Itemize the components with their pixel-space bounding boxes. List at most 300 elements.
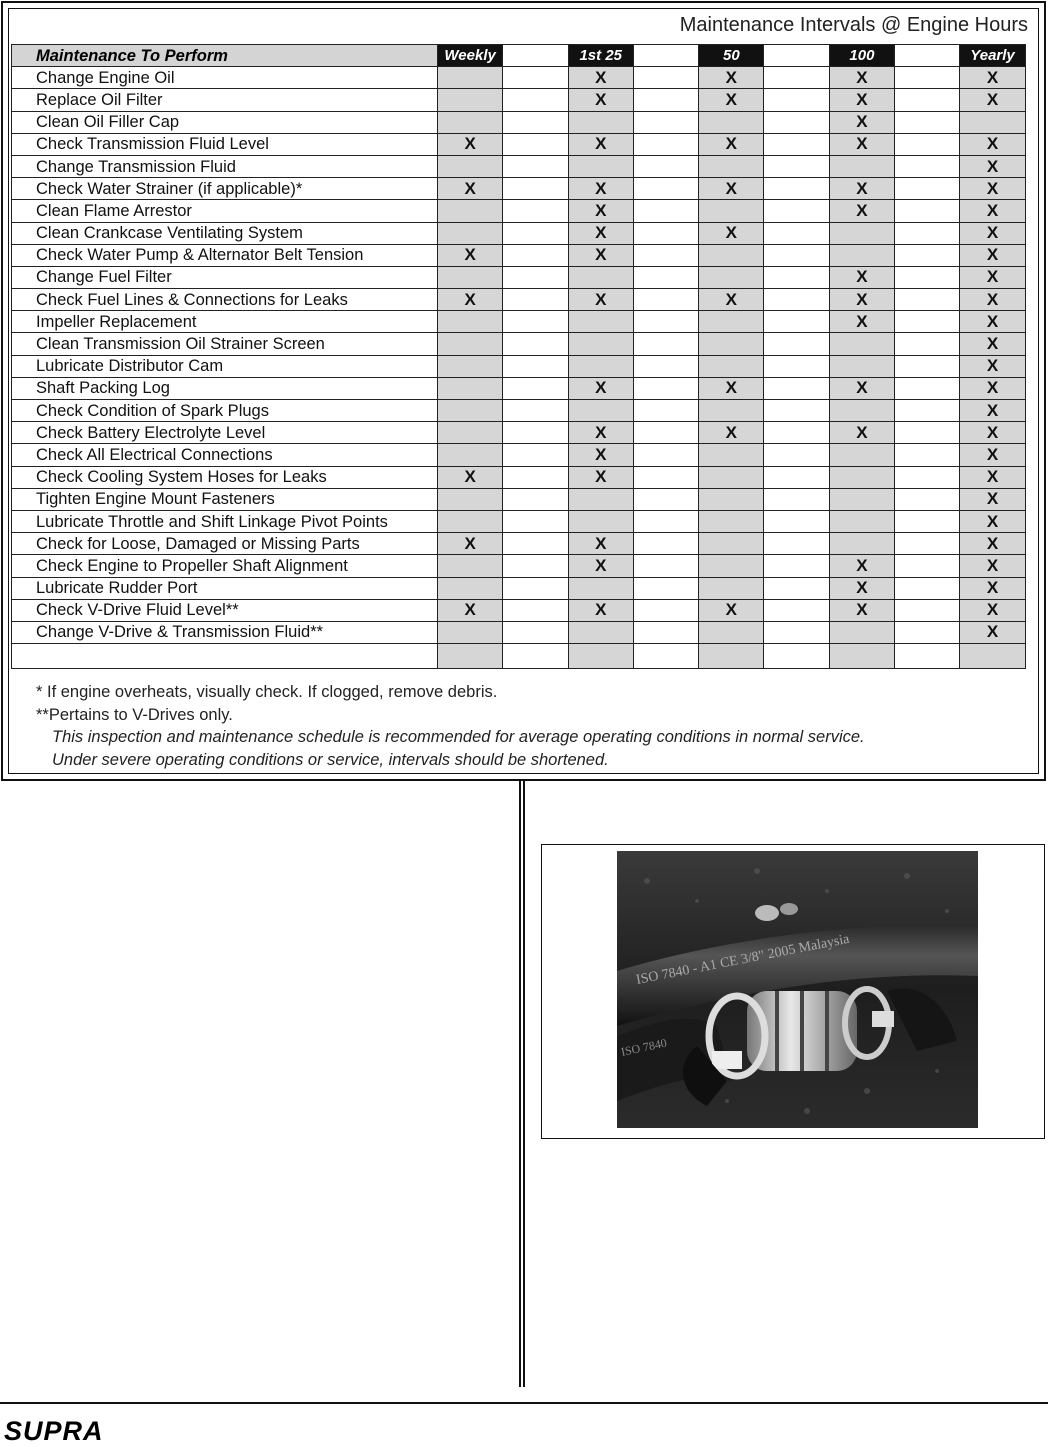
interval-cell [764,178,829,200]
task-name: Check for Loose, Damaged or Missing Parts [12,533,438,555]
interval-cell: X [829,599,894,621]
interval-cell [633,466,698,488]
column-divider [519,781,525,1387]
interval-cell: X [568,200,633,222]
interval-cell: X [438,178,503,200]
interval-cell [438,377,503,399]
interval-cell [633,266,698,288]
interval-cell: X [960,289,1025,311]
interval-cell [438,333,503,355]
table-row [12,111,1026,133]
interval-cell [699,510,764,532]
interval-cell: X [568,377,633,399]
interval-header-50: 50 [699,45,764,67]
interval-cell [633,222,698,244]
maintenance-table [11,44,1026,669]
interval-cell: X [568,599,633,621]
interval-cell [895,266,960,288]
task-name: Check Transmission Fluid Level [12,133,438,155]
interval-cell [438,400,503,422]
schedule-title: Maintenance Intervals @ Engine Hours [679,14,1028,36]
interval-cell: X [568,244,633,266]
interval-cell: X [438,289,503,311]
interval-cell: X [960,466,1025,488]
interval-cell [568,111,633,133]
interval-cell: X [699,377,764,399]
interval-cell [895,67,960,89]
interval-cell [829,333,894,355]
task-name: Check Engine to Propeller Shaft Alignment [12,555,438,577]
interval-cell: X [960,621,1025,643]
interval-cell [764,377,829,399]
interval-cell [633,133,698,155]
interval-header-blank [633,45,698,67]
interval-cell [895,621,960,643]
interval-cell [699,488,764,510]
interval-cell: X [568,422,633,444]
interval-cell [503,466,568,488]
interval-cell [895,555,960,577]
interval-cell: X [960,222,1025,244]
interval-header-blank [503,45,568,67]
interval-cell [503,400,568,422]
table-row-empty [12,644,1026,669]
interval-cell [895,400,960,422]
interval-cell [895,333,960,355]
interval-cell [764,555,829,577]
interval-cell: X [960,266,1025,288]
task-name-empty [12,644,438,669]
interval-cell: X [438,244,503,266]
interval-cell [895,155,960,177]
table-row [12,466,1026,488]
interval-cell: X [960,377,1025,399]
note-schedule: This inspection and maintenance schedule is recommended for average operating conditions in normal service. [52,728,865,746]
interval-cell [438,111,503,133]
table-row [12,488,1026,510]
task-name: Replace Oil Filter [12,89,438,111]
task-name: Clean Crankcase Ventilating System [12,222,438,244]
interval-cell: X [699,89,764,111]
interval-cell [568,577,633,599]
interval-cell [764,422,829,444]
hose-print-2: ISO 7840 [619,1035,668,1059]
task-name: Clean Oil Filler Cap [12,111,438,133]
interval-cell [699,155,764,177]
interval-cell: X [960,67,1025,89]
task-name: Impeller Replacement [12,311,438,333]
interval-cell [764,355,829,377]
interval-cell: X [568,555,633,577]
table-row [12,155,1026,177]
interval-cell [829,466,894,488]
interval-cell [764,400,829,422]
interval-cell [503,133,568,155]
interval-cell: X [960,422,1025,444]
interval-cell [633,111,698,133]
interval-cell [633,644,698,669]
interval-cell [699,466,764,488]
interval-cell [699,400,764,422]
interval-cell [699,111,764,133]
task-name: Change V-Drive & Transmission Fluid** [12,621,438,643]
interval-cell [633,621,698,643]
interval-cell [633,89,698,111]
interval-cell: X [960,488,1025,510]
interval-cell [895,488,960,510]
interval-cell [438,89,503,111]
interval-cell [568,266,633,288]
interval-cell [503,155,568,177]
task-name: Clean Flame Arrestor [12,200,438,222]
interval-cell [895,377,960,399]
table-row [12,599,1026,621]
table-row [12,377,1026,399]
interval-cell [895,133,960,155]
interval-cell [503,311,568,333]
interval-cell [633,333,698,355]
interval-cell: X [960,155,1025,177]
interval-cell: X [960,244,1025,266]
interval-cell [633,555,698,577]
interval-cell [764,488,829,510]
interval-cell: X [829,178,894,200]
interval-cell [438,644,503,669]
interval-cell: X [829,89,894,111]
task-name: Check Water Strainer (if applicable)* [12,178,438,200]
interval-cell [568,621,633,643]
interval-cell [633,289,698,311]
table-row [12,400,1026,422]
interval-cell: X [960,133,1025,155]
interval-cell [503,644,568,669]
interval-cell [764,111,829,133]
interval-cell [503,289,568,311]
interval-cell: X [829,200,894,222]
interval-cell: X [438,133,503,155]
interval-cell [895,355,960,377]
interval-cell [503,488,568,510]
task-name: Change Fuel Filter [12,266,438,288]
interval-cell [568,510,633,532]
interval-cell: X [960,444,1025,466]
interval-cell [633,444,698,466]
interval-cell: X [699,67,764,89]
interval-cell [438,155,503,177]
note-vdrive: **Pertains to V-Drives only. [36,705,233,724]
interval-cell [633,311,698,333]
interval-cell [699,244,764,266]
table-row [12,577,1026,599]
interval-cell [633,422,698,444]
interval-cell [503,621,568,643]
interval-cell: X [829,289,894,311]
interval-cell: X [699,222,764,244]
interval-cell [829,533,894,555]
interval-cell [633,599,698,621]
interval-cell: X [568,289,633,311]
interval-cell [829,488,894,510]
task-name: Clean Transmission Oil Strainer Screen [12,333,438,355]
interval-cell: X [960,200,1025,222]
interval-cell: X [829,133,894,155]
interval-header-weekly: Weekly [438,45,503,67]
table-row [12,533,1026,555]
interval-cell [829,355,894,377]
interval-cell [764,510,829,532]
interval-cell [895,533,960,555]
task-name: Shaft Packing Log [12,377,438,399]
interval-cell: X [438,466,503,488]
interval-cell [699,577,764,599]
table-row [12,289,1026,311]
hose-print-1: ISO 7840 - A1 CE 3/8" 2005 Malaysia [634,931,851,988]
interval-cell: X [568,533,633,555]
interval-cell [633,155,698,177]
footer-rule [0,1402,1048,1404]
interval-cell: X [699,133,764,155]
interval-cell [960,111,1025,133]
note-overheat: * If engine overheats, visually check. If clogged, remove debris. [36,683,498,701]
interval-cell: X [960,510,1025,532]
interval-cell [503,377,568,399]
task-name: Check Water Pump & Alternator Belt Tension [12,244,438,266]
interval-cell [633,400,698,422]
table-row [12,178,1026,200]
interval-cell: X [438,533,503,555]
interval-cell [503,333,568,355]
interval-cell [438,621,503,643]
interval-cell [503,510,568,532]
interval-cell [764,67,829,89]
interval-cell [764,266,829,288]
notes [36,681,865,771]
interval-cell [503,244,568,266]
interval-cell [503,577,568,599]
interval-cell [764,644,829,669]
interval-cell: X [960,400,1025,422]
interval-cell [895,244,960,266]
interval-cell: X [568,444,633,466]
interval-cell [503,178,568,200]
interval-cell [503,200,568,222]
interval-cell [829,510,894,532]
interval-cell [895,510,960,532]
interval-cell [438,488,503,510]
interval-cell: X [960,178,1025,200]
table-row [12,67,1026,89]
interval-cell [764,289,829,311]
interval-cell [829,444,894,466]
interval-cell [633,488,698,510]
interval-cell [895,111,960,133]
task-name: Check All Electrical Connections [12,444,438,466]
interval-cell [633,244,698,266]
interval-cell [633,355,698,377]
interval-cell: X [960,599,1025,621]
interval-cell [699,533,764,555]
interval-cell [503,89,568,111]
interval-cell [895,289,960,311]
photo-frame [541,844,1045,1139]
interval-cell [699,444,764,466]
interval-cell: X [568,89,633,111]
interval-cell [633,377,698,399]
interval-cell [438,222,503,244]
interval-cell: X [960,555,1025,577]
table-row [12,133,1026,155]
interval-cell [764,333,829,355]
note-severe: Under severe operating conditions or service, intervals should be shortened. [52,750,609,769]
interval-cell: X [568,67,633,89]
interval-cell: X [960,533,1025,555]
interval-cell [829,400,894,422]
interval-cell [503,222,568,244]
task-name: Check Fuel Lines & Connections for Leaks [12,289,438,311]
interval-header-yearly: Yearly [960,45,1025,67]
interval-cell [699,266,764,288]
interval-cell [438,444,503,466]
table-row [12,333,1026,355]
interval-cell [829,644,894,669]
table-row [12,222,1026,244]
interval-cell [895,466,960,488]
interval-cell [568,488,633,510]
task-name: Check V-Drive Fluid Level** [12,599,438,621]
interval-cell [895,444,960,466]
table-row [12,244,1026,266]
interval-cell [764,466,829,488]
interval-cell [503,67,568,89]
interval-cell: X [568,133,633,155]
interval-cell: X [829,311,894,333]
task-name: Change Transmission Fluid [12,155,438,177]
interval-cell: X [568,178,633,200]
task-name: Check Cooling System Hoses for Leaks [12,466,438,488]
interval-cell [895,599,960,621]
table-row [12,355,1026,377]
interval-cell [699,355,764,377]
table-row [12,555,1026,577]
interval-cell [764,222,829,244]
table-row [12,266,1026,288]
supra-logo: SUPRA [4,1416,104,1446]
interval-cell [699,311,764,333]
interval-cell [895,89,960,111]
interval-cell [764,311,829,333]
interval-cell [568,311,633,333]
interval-cell [895,222,960,244]
interval-cell [438,266,503,288]
task-name: Check Battery Electrolyte Level [12,422,438,444]
interval-cell: X [699,599,764,621]
task-name: Lubricate Distributor Cam [12,355,438,377]
table-row [12,200,1026,222]
interval-cell [895,644,960,669]
interval-cell [764,133,829,155]
interval-cell: X [699,178,764,200]
interval-cell [503,266,568,288]
interval-header-100: 100 [829,45,894,67]
interval-cell [438,555,503,577]
interval-cell [503,533,568,555]
interval-cell [503,599,568,621]
table-row [12,510,1026,532]
hose-clamp-photo [617,851,978,1128]
interval-cell: X [568,222,633,244]
interval-cell: X [699,289,764,311]
interval-cell [699,644,764,669]
interval-cell: X [960,577,1025,599]
interval-cell: X [829,555,894,577]
interval-cell [503,444,568,466]
interval-cell [764,244,829,266]
interval-cell [503,111,568,133]
interval-header-blank [764,45,829,67]
interval-cell [633,510,698,532]
task-name: Check Condition of Spark Plugs [12,400,438,422]
table-header-row [12,45,1026,67]
interval-cell [438,510,503,532]
table-row [12,311,1026,333]
interval-cell [829,222,894,244]
interval-cell [568,400,633,422]
interval-cell [633,67,698,89]
interval-cell [829,155,894,177]
interval-cell [503,355,568,377]
interval-cell [895,577,960,599]
interval-cell [764,155,829,177]
interval-cell: X [960,355,1025,377]
interval-cell [699,333,764,355]
interval-cell [633,577,698,599]
interval-cell [960,644,1025,669]
interval-cell [699,621,764,643]
interval-cell: X [829,67,894,89]
interval-cell [438,311,503,333]
interval-cell: X [829,377,894,399]
task-name: Lubricate Rudder Port [12,577,438,599]
interval-cell [633,533,698,555]
interval-cell [699,555,764,577]
interval-header-1st-25: 1st 25 [568,45,633,67]
interval-cell [438,67,503,89]
interval-cell: X [829,266,894,288]
interval-cell [764,621,829,643]
interval-cell [895,422,960,444]
interval-cell: X [438,599,503,621]
interval-cell [764,599,829,621]
task-column-header: Maintenance To Perform [12,45,438,67]
interval-cell: X [829,111,894,133]
interval-header-blank [895,45,960,67]
interval-cell [829,621,894,643]
interval-cell [438,422,503,444]
interval-cell [438,577,503,599]
table-row [12,621,1026,643]
interval-cell [829,244,894,266]
interval-cell: X [960,311,1025,333]
interval-cell [764,533,829,555]
table-row [12,89,1026,111]
interval-cell: X [829,577,894,599]
interval-cell: X [699,422,764,444]
interval-cell [633,200,698,222]
interval-cell [568,355,633,377]
table-row [12,444,1026,466]
interval-cell [503,555,568,577]
interval-cell [633,178,698,200]
